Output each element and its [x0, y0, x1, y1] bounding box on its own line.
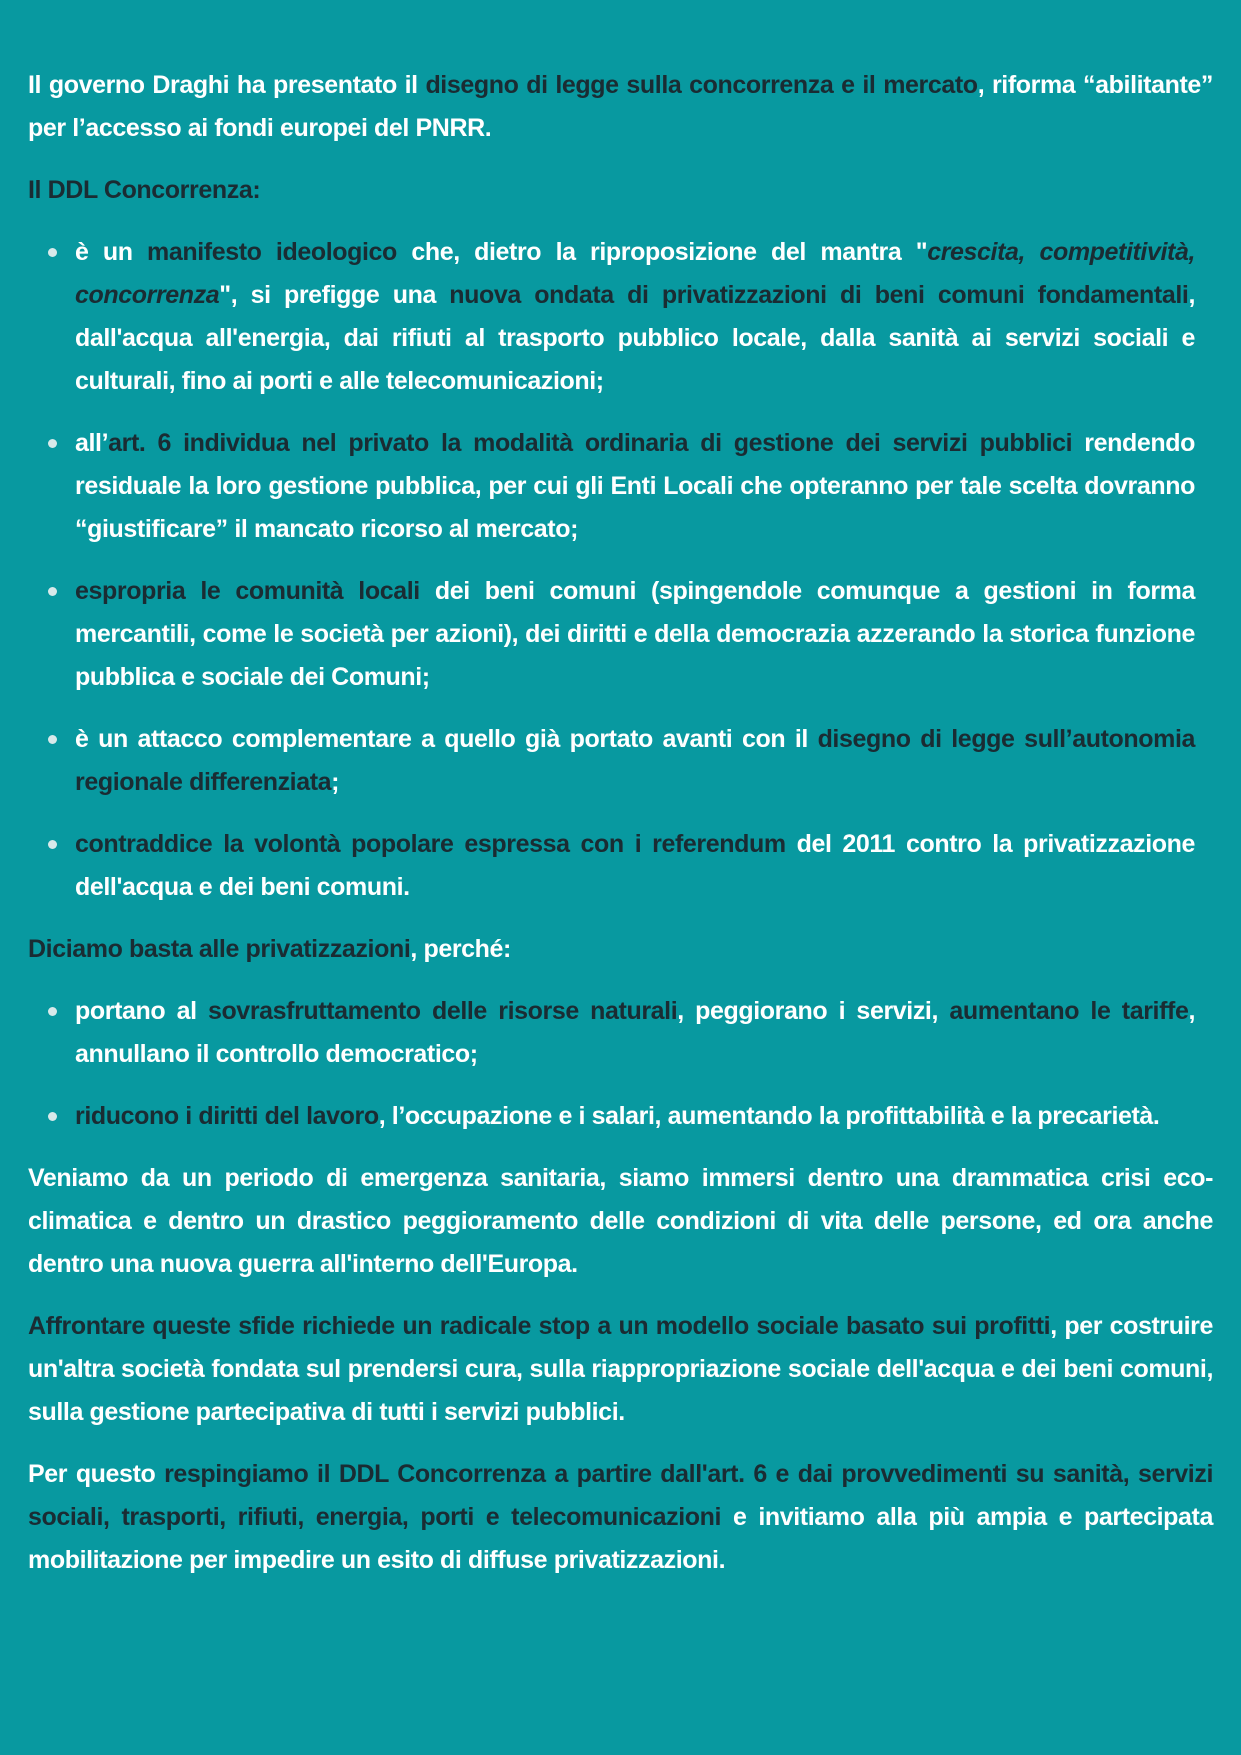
bullet-dot-icon [48, 1112, 57, 1121]
paragraph [28, 1305, 1213, 1434]
text-segment: crescita, competitività, concorrenza [75, 238, 1195, 309]
text-segment: Il governo Draghi ha presentato il [28, 71, 426, 99]
bullet-item [48, 718, 1195, 804]
bullet-dot-icon [48, 439, 57, 448]
bullet-item [48, 990, 1195, 1076]
bullet-dot-icon [48, 587, 57, 596]
bullet-text [75, 570, 1195, 699]
text-segment: espropria le comunità locali [75, 577, 420, 605]
text-segment: , l’occupazione e i salari, aumentando la profittabilità e la precarietà. [378, 1102, 1160, 1130]
text-segment: sovrasfruttamento delle risorse naturali [207, 997, 678, 1025]
text-segment: , peggiorano i servizi, [677, 997, 950, 1025]
text-segment: nuova ondata di privatizzazioni di beni comuni fondamentali [449, 281, 1189, 309]
text-segment: , annullano il controllo democratico; [75, 997, 1195, 1068]
bullet-item [48, 570, 1195, 699]
text-segment: e invitiamo alla più ampia e partecipata mobilitazione per impedire un esito di diffuse privatizzazioni. [28, 1503, 1213, 1574]
bullet-text [75, 990, 1195, 1076]
paragraph [28, 64, 1213, 150]
bullet-item [48, 231, 1195, 403]
text-segment: dei beni comuni (spingendole comunque a gestioni in forma mercantili, come le società per azioni), dei diritti e della democrazia azzerando la storica funzione pubblica e sociale dei Comuni; [75, 577, 1195, 691]
text-segment: Diciamo basta alle privatizzazioni [28, 935, 411, 963]
text-segment: , riforma “abilitante” per l’accesso ai fondi europei del PNRR. [28, 71, 1213, 142]
document-content [28, 64, 1213, 1582]
text-segment: all’ [75, 429, 109, 457]
paragraph [28, 1157, 1213, 1286]
text-segment: Veniamo da un periodo di emergenza sanitaria, siamo immersi dentro una drammatica crisi eco-climatica e dentro un drastico peggioramento delle condizioni di vita delle persone, ed ora anche dentro una nuova guerra all'interno dell'Europa. [28, 1164, 1213, 1278]
text-segment: portano al [75, 997, 208, 1025]
bullet-text [75, 1095, 1195, 1138]
text-segment: disegno di legge sulla concorrenza e il mercato [425, 71, 978, 99]
bullet-item [48, 422, 1195, 551]
text-segment: , dall'acqua all'energia, dai rifiuti al trasporto pubblico locale, dalla sanità ai servizi sociali e culturali, fino ai porti e alle telecomunicazioni; [75, 281, 1195, 395]
text-segment: aumentano le tariffe [949, 997, 1189, 1025]
text-segment: Il DDL Concorrenza: [28, 176, 261, 204]
text-segment: , perché: [410, 935, 511, 963]
paragraph [28, 928, 1213, 971]
text-segment: Affrontare queste sfide richiede un radicale stop a un modello sociale basato sui profitti [28, 1312, 1051, 1340]
text-segment: è un [75, 238, 148, 266]
paragraph [28, 169, 1213, 212]
text-segment: ", si prefigge una [219, 281, 450, 309]
text-segment: riducono i diritti del lavoro [75, 1102, 379, 1130]
text-segment: del 2011 contro la privatizzazione dell'acqua e dei beni comuni. [75, 830, 1195, 901]
text-segment: ; [331, 768, 340, 796]
bullet-item [48, 823, 1195, 909]
text-segment: rendendo residuale la loro gestione pubblica, per cui gli Enti Locali che opteranno per tale scelta dovranno “giustificare” il mancato ricorso al mercato; [75, 429, 1195, 543]
bullet-text [75, 231, 1195, 403]
bullet-text [75, 718, 1195, 804]
bullet-dot-icon [48, 735, 57, 744]
text-segment: è un attacco complementare a quello già portato avanti con il [75, 725, 818, 753]
text-segment: contraddice la volontà popolare espressa con i referendum [75, 830, 786, 858]
text-segment: Per questo [28, 1460, 165, 1488]
bullet-text [75, 422, 1195, 551]
text-segment: che, dietro la riproposizione del mantra " [396, 238, 928, 266]
bullet-item [48, 1095, 1195, 1138]
text-segment: art. 6 individua nel privato la modalità ordinaria di gestione dei servizi pubblici [108, 429, 1073, 457]
text-segment: disegno di legge sull’autonomia regionale differenziata [75, 725, 1195, 796]
text-segment: manifesto ideologico [147, 238, 397, 266]
bullet-dot-icon [48, 1007, 57, 1016]
paragraph [28, 1453, 1213, 1582]
text-segment: , per costruire un'altra società fondata sul prendersi cura, sulla riappropriazione sociale dell'acqua e dei beni comuni, sulla gestione partecipativa di tutti i servizi pubblici. [28, 1312, 1213, 1426]
text-segment: respingiamo il DDL Concorrenza a partire dall'art. 6 e dai provvedimenti su sanità, servizi sociali, trasporti, rifiuti, energia, porti e telecomunicazioni [28, 1460, 1213, 1531]
bullet-dot-icon [48, 840, 57, 849]
bullet-text [75, 823, 1195, 909]
bullet-dot-icon [48, 248, 57, 257]
